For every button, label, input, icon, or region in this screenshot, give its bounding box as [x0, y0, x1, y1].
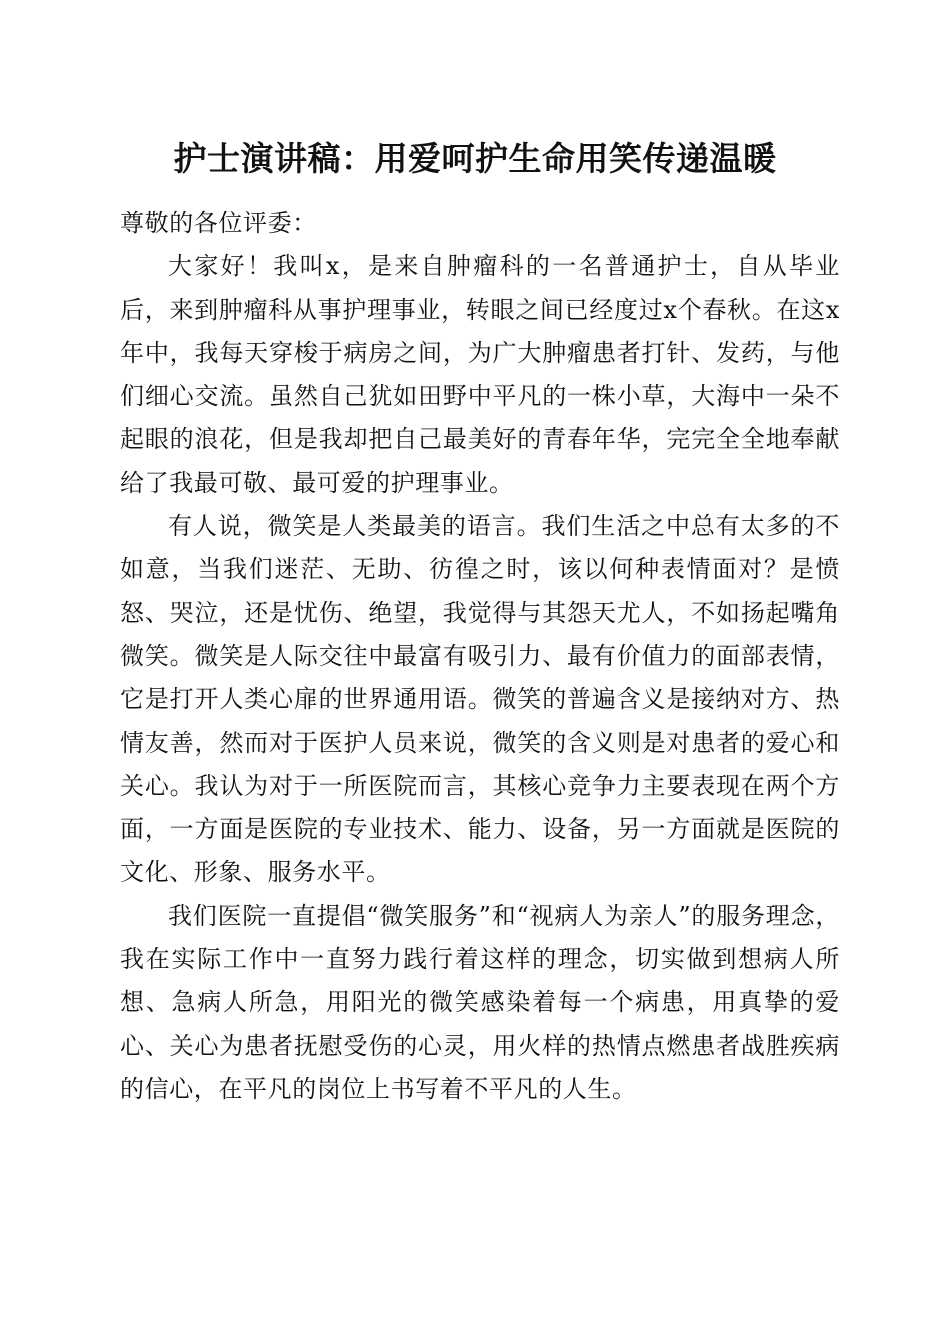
paragraph-intro: 大家好！我叫x，是来自肿瘤科的一名普通护士，自从毕业后，来到肿瘤科从事护理事业，转眼之间已经度过x个春秋。在这x年中，我每天穿梭于病房之间，为广大肿瘤患者打针、发药，与他们细心交流。虽然自己犹如田野中平凡的一株小草，大海中一朵不起眼的浪花，但是我却把自己最美好的青春年华，完完全全地奉献给了我最可敬、最可爱的护理事业。 — [120, 252, 840, 497]
document-title: 护士演讲稿：用爱呵护生命用笑传递温暖 — [173, 139, 777, 178]
document-body — [120, 202, 840, 1111]
paragraph-service: 我们医院一直提倡“微笑服务”和“视病人为亲人”的服务理念，我在实际工作中一直努力践行着这样的理念，切实做到想病人所想、急病人所急，用阳光的微笑感染着每一个病患，用真挚的爱心、关心为患者抚慰受伤的心灵，用火样的热情点燃患者战胜疾病的信心，在平凡的岗位上书写着不平凡的人生。 — [120, 901, 840, 1103]
salutation: 尊敬的各位评委： — [120, 209, 317, 237]
paragraph-smile: 有人说，微笑是人类最美的语言。我们生活之中总有太多的不如意，当我们迷茫、无助、彷徨之时，该以何种表情面对？是愤怒、哭泣，还是忧伤、绝望，我觉得与其怨天尤人，不如扬起嘴角微笑。微笑是人际交往中最富有吸引力、最有价值力的面部表情，它是打开人类心扉的世界通用语。微笑的普遍含义是接纳对方、热情友善，然而对于医护人员来说，微笑的含义则是对患者的爱心和关心。我认为对于一所医院而言，其核心竞争力主要表现在两个方面，一方面是医院的专业技术、能力、设备，另一方面就是医院的文化、形象、服务水平。 — [120, 512, 840, 887]
